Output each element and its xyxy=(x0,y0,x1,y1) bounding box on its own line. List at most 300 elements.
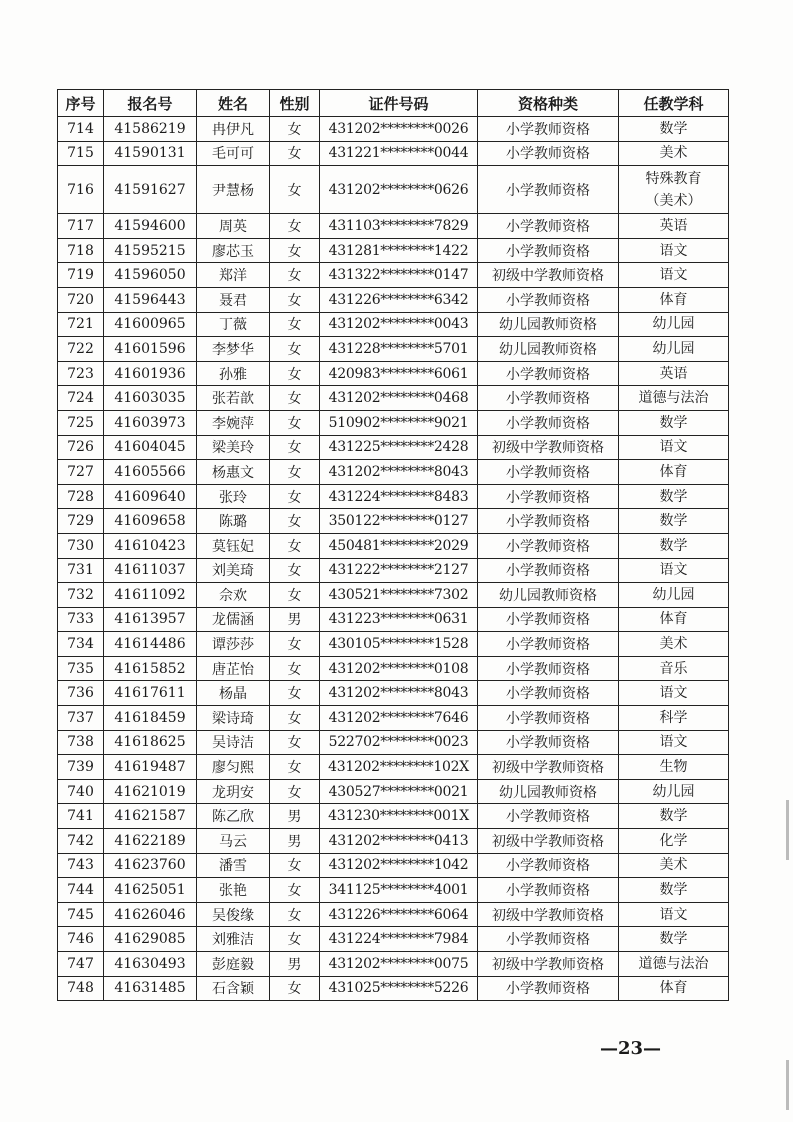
table-row xyxy=(58,361,729,386)
cell-seq: 746 xyxy=(58,927,104,952)
cell-gender: 女 xyxy=(270,902,320,927)
cell-subject xyxy=(619,902,729,927)
cell-name: 龙玥安 xyxy=(197,779,270,804)
cell-subject xyxy=(619,238,729,263)
cell-name: 毛可可 xyxy=(197,141,270,166)
cell-gender: 女 xyxy=(270,117,320,142)
cell-name: 刘美琦 xyxy=(197,558,270,583)
cell-reg-no: 41618459 xyxy=(104,706,197,731)
subject-line: 音乐 xyxy=(659,660,688,677)
cell-qualification: 小学教师资格 xyxy=(478,166,619,214)
cell-id-number: 431225********2428 xyxy=(320,435,478,460)
cell-seq: 741 xyxy=(58,804,104,829)
table-row xyxy=(58,312,729,337)
cell-subject xyxy=(619,312,729,337)
cell-seq: 743 xyxy=(58,853,104,878)
cell-seq: 716 xyxy=(58,166,104,214)
cell-gender: 女 xyxy=(270,755,320,780)
cell-id-number: 431226********6342 xyxy=(320,287,478,312)
table-row xyxy=(58,386,729,411)
cell-gender: 女 xyxy=(270,214,320,239)
cell-id-number: 431202********0468 xyxy=(320,386,478,411)
cell-qualification: 小学教师资格 xyxy=(478,287,619,312)
cell-qualification: 小学教师资格 xyxy=(478,656,619,681)
table-row xyxy=(58,779,729,804)
cell-subject xyxy=(619,927,729,952)
scan-edge-mark xyxy=(786,800,789,860)
cell-subject xyxy=(619,484,729,509)
cell-gender: 女 xyxy=(270,681,320,706)
subject-line: 语文 xyxy=(659,242,688,259)
cell-id-number: 431202********0043 xyxy=(320,312,478,337)
cell-id-number: 431202********102X xyxy=(320,755,478,780)
subject-line: 语文 xyxy=(659,439,688,456)
cell-subject xyxy=(619,878,729,903)
cell-subject xyxy=(619,263,729,288)
table-row xyxy=(58,853,729,878)
cell-gender: 女 xyxy=(270,386,320,411)
cell-seq: 747 xyxy=(58,952,104,977)
cell-qualification: 小学教师资格 xyxy=(478,533,619,558)
cell-id-number: 431202********0413 xyxy=(320,829,478,854)
cell-reg-no: 41625051 xyxy=(104,878,197,903)
cell-gender: 女 xyxy=(270,337,320,362)
subject-line: 体育 xyxy=(659,291,688,308)
cell-reg-no: 41594600 xyxy=(104,214,197,239)
cell-subject xyxy=(619,509,729,534)
cell-seq: 715 xyxy=(58,141,104,166)
cell-seq: 730 xyxy=(58,533,104,558)
table-body xyxy=(58,117,729,1001)
cell-id-number: 430521********7302 xyxy=(320,583,478,608)
cell-qualification: 小学教师资格 xyxy=(478,460,619,485)
table-row xyxy=(58,656,729,681)
cell-name: 张艳 xyxy=(197,878,270,903)
cell-seq: 724 xyxy=(58,386,104,411)
table-row xyxy=(58,214,729,239)
cell-qualification: 小学教师资格 xyxy=(478,117,619,142)
subject-line: 科学 xyxy=(659,709,688,726)
cell-name: 唐芷怡 xyxy=(197,656,270,681)
subject-line: 体育 xyxy=(659,980,688,997)
cell-subject xyxy=(619,853,729,878)
header-reg-no: 报名号 xyxy=(104,90,197,117)
cell-name: 廖匀熙 xyxy=(197,755,270,780)
table-row xyxy=(58,509,729,534)
cell-qualification: 小学教师资格 xyxy=(478,853,619,878)
cell-subject xyxy=(619,117,729,142)
cell-gender: 女 xyxy=(270,238,320,263)
cell-gender: 男 xyxy=(270,607,320,632)
subject-line: 数学 xyxy=(659,808,688,825)
cell-name: 孙雅 xyxy=(197,361,270,386)
table-row xyxy=(58,755,729,780)
cell-name: 陈璐 xyxy=(197,509,270,534)
subject-line: 数学 xyxy=(659,414,688,431)
cell-gender: 女 xyxy=(270,706,320,731)
table-row xyxy=(58,878,729,903)
cell-reg-no: 41611092 xyxy=(104,583,197,608)
cell-subject xyxy=(619,706,729,731)
cell-id-number: 431202********0026 xyxy=(320,117,478,142)
cell-name: 莫钰妃 xyxy=(197,533,270,558)
cell-gender: 女 xyxy=(270,166,320,214)
table-row xyxy=(58,484,729,509)
cell-id-number: 431202********8043 xyxy=(320,460,478,485)
cell-seq: 723 xyxy=(58,361,104,386)
subject-line: 数学 xyxy=(659,882,688,899)
subject-line: 化学 xyxy=(659,832,688,849)
cell-seq: 732 xyxy=(58,583,104,608)
cell-gender: 女 xyxy=(270,312,320,337)
cell-name: 潘雪 xyxy=(197,853,270,878)
table-row xyxy=(58,460,729,485)
cell-seq: 729 xyxy=(58,509,104,534)
cell-subject xyxy=(619,779,729,804)
cell-qualification: 初级中学教师资格 xyxy=(478,435,619,460)
cell-qualification: 小学教师资格 xyxy=(478,214,619,239)
cell-qualification: 小学教师资格 xyxy=(478,386,619,411)
cell-id-number: 431202********7646 xyxy=(320,706,478,731)
subject-line: 特殊教育 xyxy=(645,170,702,187)
table-row xyxy=(58,927,729,952)
cell-gender: 女 xyxy=(270,976,320,1001)
cell-qualification: 小学教师资格 xyxy=(478,410,619,435)
subject-line: 幼儿园 xyxy=(652,316,695,333)
cell-gender: 女 xyxy=(270,410,320,435)
cell-id-number: 431223********0631 xyxy=(320,607,478,632)
cell-reg-no: 41615852 xyxy=(104,656,197,681)
cell-gender: 女 xyxy=(270,779,320,804)
subject-line: 美术 xyxy=(659,636,688,653)
cell-name: 谭莎莎 xyxy=(197,632,270,657)
cell-gender: 女 xyxy=(270,533,320,558)
cell-reg-no: 41601936 xyxy=(104,361,197,386)
cell-seq: 737 xyxy=(58,706,104,731)
cell-subject xyxy=(619,730,729,755)
cell-name: 聂君 xyxy=(197,287,270,312)
table-row xyxy=(58,337,729,362)
cell-id-number: 431222********2127 xyxy=(320,558,478,583)
cell-seq: 725 xyxy=(58,410,104,435)
cell-subject xyxy=(619,166,729,214)
header-gender: 性别 xyxy=(270,90,320,117)
subject-line: 幼儿园 xyxy=(652,586,695,603)
cell-name: 彭庭毅 xyxy=(197,952,270,977)
cell-qualification: 初级中学教师资格 xyxy=(478,755,619,780)
subject-line: 英语 xyxy=(659,217,688,234)
cell-seq: 739 xyxy=(58,755,104,780)
table-row xyxy=(58,976,729,1001)
table-row xyxy=(58,533,729,558)
cell-name: 张若歆 xyxy=(197,386,270,411)
cell-reg-no: 41590131 xyxy=(104,141,197,166)
header-seq: 序号 xyxy=(58,90,104,117)
cell-qualification: 小学教师资格 xyxy=(478,607,619,632)
cell-gender: 男 xyxy=(270,952,320,977)
cell-qualification: 初级中学教师资格 xyxy=(478,829,619,854)
table-row xyxy=(58,829,729,854)
cell-qualification: 小学教师资格 xyxy=(478,558,619,583)
cell-seq: 718 xyxy=(58,238,104,263)
cell-id-number: 431281********1422 xyxy=(320,238,478,263)
cell-qualification: 小学教师资格 xyxy=(478,632,619,657)
cell-id-number: 431202********8043 xyxy=(320,681,478,706)
cell-id-number: 431226********6064 xyxy=(320,902,478,927)
cell-id-number: 431228********5701 xyxy=(320,337,478,362)
cell-qualification: 小学教师资格 xyxy=(478,484,619,509)
scan-edge-mark xyxy=(786,1060,789,1110)
subject-line: 美术 xyxy=(659,857,688,874)
cell-seq: 740 xyxy=(58,779,104,804)
cell-subject xyxy=(619,435,729,460)
cell-id-number: 431224********7984 xyxy=(320,927,478,952)
cell-id-number: 350122********0127 xyxy=(320,509,478,534)
cell-id-number: 430527********0021 xyxy=(320,779,478,804)
cell-reg-no: 41596443 xyxy=(104,287,197,312)
cell-name: 丁薇 xyxy=(197,312,270,337)
cell-name: 吴俊缘 xyxy=(197,902,270,927)
cell-qualification: 小学教师资格 xyxy=(478,976,619,1001)
cell-reg-no: 41605566 xyxy=(104,460,197,485)
cell-reg-no: 41614486 xyxy=(104,632,197,657)
subject-line: 英语 xyxy=(659,365,688,382)
cell-subject xyxy=(619,976,729,1001)
cell-seq: 734 xyxy=(58,632,104,657)
cell-seq: 722 xyxy=(58,337,104,362)
cell-qualification: 幼儿园教师资格 xyxy=(478,337,619,362)
cell-gender: 女 xyxy=(270,878,320,903)
cell-seq: 731 xyxy=(58,558,104,583)
subject-line: 数学 xyxy=(659,931,688,948)
cell-name: 郑洋 xyxy=(197,263,270,288)
table-row xyxy=(58,166,729,214)
cell-subject xyxy=(619,607,729,632)
cell-gender: 女 xyxy=(270,927,320,952)
cell-qualification: 小学教师资格 xyxy=(478,927,619,952)
cell-gender: 女 xyxy=(270,853,320,878)
table-row xyxy=(58,117,729,142)
cell-name: 杨晶 xyxy=(197,681,270,706)
cell-qualification: 小学教师资格 xyxy=(478,681,619,706)
subject-line: 美术 xyxy=(659,145,688,162)
cell-id-number: 431322********0147 xyxy=(320,263,478,288)
cell-gender: 女 xyxy=(270,263,320,288)
cell-gender: 男 xyxy=(270,829,320,854)
cell-subject xyxy=(619,410,729,435)
cell-reg-no: 41621587 xyxy=(104,804,197,829)
header-subject: 任教学科 xyxy=(619,90,729,117)
cell-name: 马云 xyxy=(197,829,270,854)
cell-reg-no: 41603973 xyxy=(104,410,197,435)
cell-subject xyxy=(619,829,729,854)
table-row xyxy=(58,141,729,166)
cell-name: 冉伊凡 xyxy=(197,117,270,142)
cell-reg-no: 41586219 xyxy=(104,117,197,142)
subject-line: 体育 xyxy=(659,463,688,480)
cell-name: 杨惠文 xyxy=(197,460,270,485)
cell-seq: 742 xyxy=(58,829,104,854)
subject-line: 幼儿园 xyxy=(652,340,695,357)
subject-line: 道德与法治 xyxy=(638,390,709,407)
cell-name: 佘欢 xyxy=(197,583,270,608)
cell-name: 廖芯玉 xyxy=(197,238,270,263)
cell-seq: 721 xyxy=(58,312,104,337)
cell-gender: 女 xyxy=(270,583,320,608)
subject-line: 体育 xyxy=(659,611,688,628)
cell-reg-no: 41630493 xyxy=(104,952,197,977)
cell-id-number: 420983********6061 xyxy=(320,361,478,386)
cell-id-number: 431025********5226 xyxy=(320,976,478,1001)
table-row xyxy=(58,410,729,435)
cell-seq: 748 xyxy=(58,976,104,1001)
cell-subject xyxy=(619,583,729,608)
cell-qualification: 小学教师资格 xyxy=(478,509,619,534)
cell-qualification: 小学教师资格 xyxy=(478,878,619,903)
cell-qualification: 初级中学教师资格 xyxy=(478,263,619,288)
cell-id-number: 431202********1042 xyxy=(320,853,478,878)
cell-name: 吴诗洁 xyxy=(197,730,270,755)
table-row xyxy=(58,558,729,583)
cell-id-number: 431230********001X xyxy=(320,804,478,829)
table-row xyxy=(58,706,729,731)
cell-gender: 女 xyxy=(270,141,320,166)
cell-reg-no: 41626046 xyxy=(104,902,197,927)
table-row xyxy=(58,632,729,657)
cell-id-number: 341125********4001 xyxy=(320,878,478,903)
table-row xyxy=(58,263,729,288)
cell-id-number: 431103********7829 xyxy=(320,214,478,239)
cell-qualification: 小学教师资格 xyxy=(478,804,619,829)
cell-reg-no: 41618625 xyxy=(104,730,197,755)
cell-reg-no: 41619487 xyxy=(104,755,197,780)
subject-line: 道德与法治 xyxy=(638,955,709,972)
cell-qualification: 幼儿园教师资格 xyxy=(478,583,619,608)
subject-line: 语文 xyxy=(659,734,688,751)
subject-line: 语文 xyxy=(659,267,688,284)
cell-reg-no: 41611037 xyxy=(104,558,197,583)
cell-seq: 735 xyxy=(58,656,104,681)
cell-gender: 女 xyxy=(270,287,320,312)
cell-gender: 女 xyxy=(270,632,320,657)
cell-gender: 女 xyxy=(270,460,320,485)
cell-id-number: 431221********0044 xyxy=(320,141,478,166)
cell-id-number: 430105********1528 xyxy=(320,632,478,657)
cell-seq: 728 xyxy=(58,484,104,509)
cell-reg-no: 41604045 xyxy=(104,435,197,460)
cell-subject xyxy=(619,632,729,657)
cell-reg-no: 41622189 xyxy=(104,829,197,854)
cell-reg-no: 41596050 xyxy=(104,263,197,288)
cell-name: 周英 xyxy=(197,214,270,239)
subject-line: 语文 xyxy=(659,906,688,923)
cell-qualification: 小学教师资格 xyxy=(478,706,619,731)
subject-line: 数学 xyxy=(659,120,688,137)
cell-subject xyxy=(619,558,729,583)
subject-line: 生物 xyxy=(659,759,688,776)
cell-seq: 744 xyxy=(58,878,104,903)
cell-subject xyxy=(619,804,729,829)
cell-gender: 男 xyxy=(270,804,320,829)
subject-line: 语文 xyxy=(659,685,688,702)
cell-reg-no: 41623760 xyxy=(104,853,197,878)
cell-name: 李婉萍 xyxy=(197,410,270,435)
table-row xyxy=(58,681,729,706)
table-row xyxy=(58,287,729,312)
cell-subject xyxy=(619,952,729,977)
cell-id-number: 522702********0023 xyxy=(320,730,478,755)
cell-qualification: 小学教师资格 xyxy=(478,141,619,166)
cell-gender: 女 xyxy=(270,558,320,583)
cell-name: 梁美玲 xyxy=(197,435,270,460)
table-header-row xyxy=(58,90,729,117)
cell-reg-no: 41617611 xyxy=(104,681,197,706)
cell-seq: 736 xyxy=(58,681,104,706)
cell-reg-no: 41600965 xyxy=(104,312,197,337)
table-row xyxy=(58,435,729,460)
cell-qualification: 小学教师资格 xyxy=(478,730,619,755)
cell-gender: 女 xyxy=(270,484,320,509)
table-row xyxy=(58,607,729,632)
cell-id-number: 510902********9021 xyxy=(320,410,478,435)
cell-qualification: 幼儿园教师资格 xyxy=(478,779,619,804)
cell-reg-no: 41613957 xyxy=(104,607,197,632)
cell-qualification: 小学教师资格 xyxy=(478,361,619,386)
cell-subject xyxy=(619,656,729,681)
cell-name: 尹慧杨 xyxy=(197,166,270,214)
cell-name: 龙儒涵 xyxy=(197,607,270,632)
cell-seq: 719 xyxy=(58,263,104,288)
table-row xyxy=(58,730,729,755)
cell-gender: 女 xyxy=(270,656,320,681)
subject-line: （美术） xyxy=(645,192,702,209)
cell-subject xyxy=(619,755,729,780)
cell-subject xyxy=(619,361,729,386)
cell-id-number: 431224********8483 xyxy=(320,484,478,509)
subject-line: 数学 xyxy=(659,513,688,530)
cell-subject xyxy=(619,681,729,706)
cell-subject xyxy=(619,337,729,362)
cell-seq: 727 xyxy=(58,460,104,485)
cell-reg-no: 41609658 xyxy=(104,509,197,534)
cell-reg-no: 41610423 xyxy=(104,533,197,558)
table-row xyxy=(58,952,729,977)
cell-subject xyxy=(619,141,729,166)
cell-name: 李梦华 xyxy=(197,337,270,362)
header-id-number: 证件号码 xyxy=(320,90,478,117)
subject-line: 数学 xyxy=(659,537,688,554)
cell-seq: 738 xyxy=(58,730,104,755)
cell-subject xyxy=(619,533,729,558)
cell-id-number: 431202********0108 xyxy=(320,656,478,681)
cell-gender: 女 xyxy=(270,509,320,534)
cell-subject xyxy=(619,460,729,485)
header-name: 姓名 xyxy=(197,90,270,117)
cell-reg-no: 41629085 xyxy=(104,927,197,952)
cell-id-number: 431202********0626 xyxy=(320,166,478,214)
cell-reg-no: 41621019 xyxy=(104,779,197,804)
cell-reg-no: 41631485 xyxy=(104,976,197,1001)
cell-name: 石含颖 xyxy=(197,976,270,1001)
table-row xyxy=(58,902,729,927)
cell-seq: 726 xyxy=(58,435,104,460)
cell-reg-no: 41595215 xyxy=(104,238,197,263)
cell-subject xyxy=(619,386,729,411)
cell-seq: 717 xyxy=(58,214,104,239)
cell-qualification: 初级中学教师资格 xyxy=(478,952,619,977)
cell-id-number: 450481********2029 xyxy=(320,533,478,558)
table-row xyxy=(58,804,729,829)
